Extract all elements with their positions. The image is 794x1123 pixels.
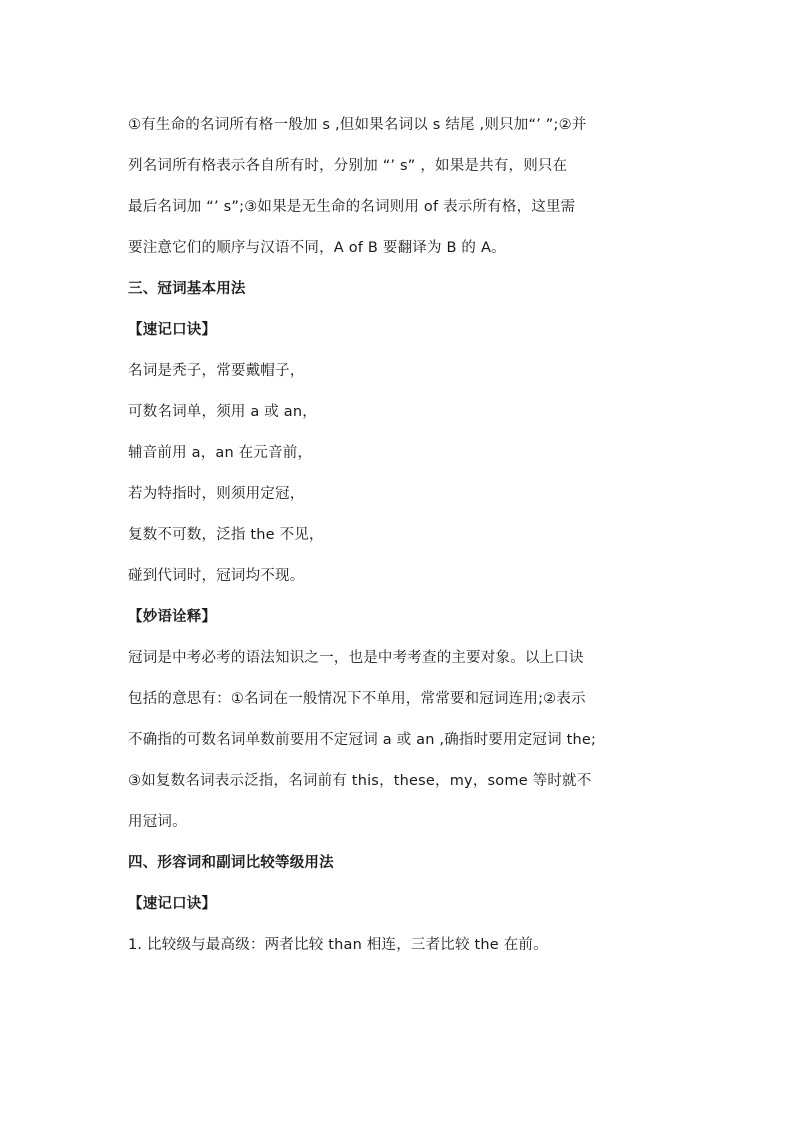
section-heading-comparison: 四、形容词和副词比较等级用法	[128, 855, 334, 871]
verse-line: 辅音前用 a，an 在元音前，	[128, 445, 313, 461]
text-line: 1. 比较级与最高级：两者比较 than 相连，三者比较 the 在前。	[128, 937, 548, 953]
document-body	[128, 105, 668, 966]
subheading-mnemonic: 【速记口诀】	[128, 896, 217, 912]
text-line: 用冠词。	[128, 814, 187, 830]
section-heading-articles: 三、冠词基本用法	[128, 281, 246, 297]
text-line: 不确指的可数名词单数前要用不定冠词 a 或 an ,确指时要用定冠词 the;	[128, 732, 597, 748]
verse-line: 可数名词单，须用 a 或 an，	[128, 404, 317, 420]
text-line: 列名词所有格表示各自所有时，分别加 “’ s” ，如果是共有，则只在	[128, 158, 568, 174]
text-line: 冠词是中考必考的语法知识之一，也是中考考查的主要对象。以上口诀	[128, 650, 584, 666]
verse-line: 复数不可数，泛指 the 不见，	[128, 527, 324, 543]
subheading-mnemonic: 【速记口诀】	[128, 322, 217, 338]
verse-line: 名词是秃子，常要戴帽子，	[128, 363, 305, 379]
verse-line: 若为特指时，则须用定冠，	[128, 486, 305, 502]
text-line: 要注意它们的顺序与汉语不同，A of B 要翻译为 B 的 A。	[128, 240, 506, 256]
text-line: ①有生命的名词所有格一般加 s ,但如果名词以 s 结尾 ,则只加“’ ”;②并	[128, 117, 587, 133]
text-line: ③如复数名词表示泛指，名词前有 this，these，my，some 等时就不	[128, 773, 592, 789]
verse-line: 碰到代词时，冠词均不现。	[128, 568, 305, 584]
text-line: 包括的意思有：①名词在一般情况下不单用，常常要和冠词连用;②表示	[128, 691, 586, 707]
subheading-explanation: 【妙语诠释】	[128, 609, 217, 625]
text-line: 最后名词加 “’ s”;③如果是无生命的名词则用 of 表示所有格，这里需	[128, 199, 576, 215]
